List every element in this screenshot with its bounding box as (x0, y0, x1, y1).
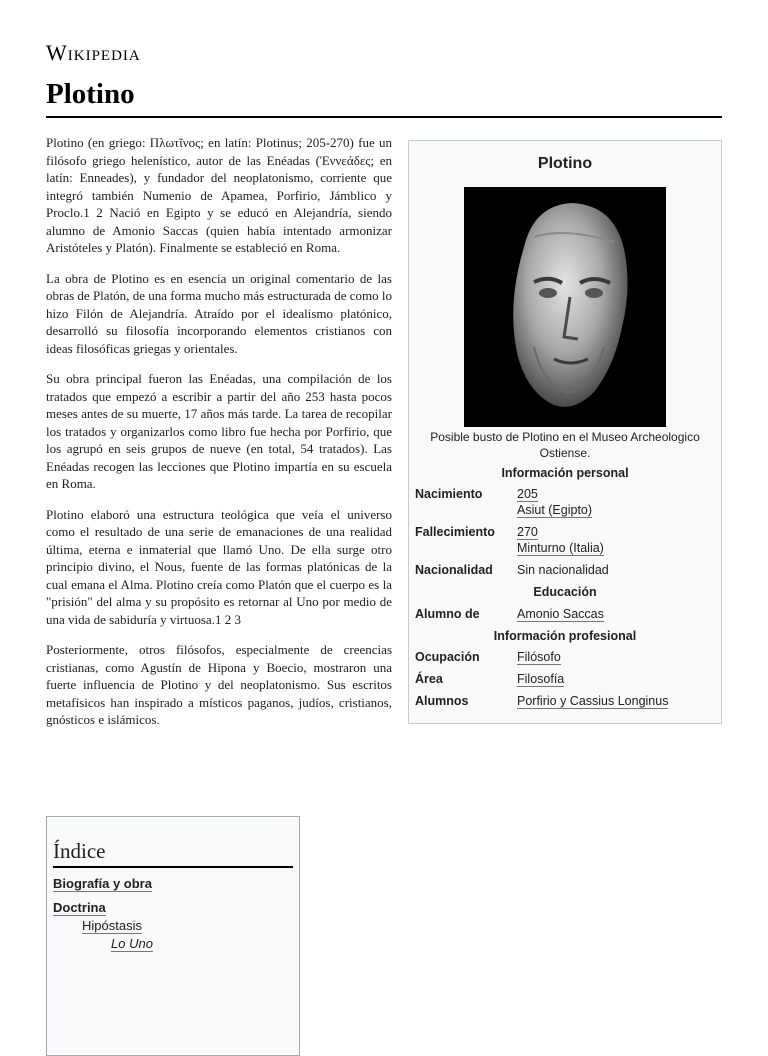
students-label: Alumnos (415, 694, 469, 708)
toc-item-label[interactable]: Doctrina (53, 900, 106, 915)
section-professional-info: Información profesional (493, 628, 637, 643)
article-body (46, 134, 722, 742)
toc-item-biografia[interactable] (53, 876, 293, 892)
section-personal-info: Información personal (501, 465, 629, 480)
portrait-bust-image[interactable] (464, 187, 666, 427)
table-of-contents (46, 816, 300, 1056)
death-place-link[interactable]: Minturno (Italia) (517, 541, 604, 555)
bust-illustration (464, 187, 666, 427)
students-row (415, 693, 715, 709)
amonio-saccas-link[interactable]: Amonio Saccas (517, 606, 604, 621)
students-link[interactable]: Porfirio y Cassius Longinus (517, 694, 669, 708)
area-row (415, 671, 715, 687)
paragraph-intro: Plotino (en griego: Πλωτῖνος; en latín: Plotinus; 205-270) fue un filósofo griego helenístico, autor de las Enéadas (Ἐννεάδες; en latín: Enneades), y fundador del neoplatonismo, corriente que integró también Numenio de Apamea, Porfirio, Jámblico y Proclo.1 2 Nació en Egipto y se educó en Alejandría, siendo alumno de Amonio Saccas (quien había intentado armonizar Aristóteles y Platón). Finalmente se estableció en Roma. (46, 135, 392, 255)
toc-item-lo-uno[interactable] (53, 936, 293, 952)
occupation-link[interactable]: Filósofo (517, 650, 561, 664)
student-of-label: Alumno de (415, 606, 480, 621)
toc-item-hipostasis[interactable] (53, 918, 293, 934)
nationality-row (415, 562, 715, 578)
area-label: Área (415, 672, 443, 686)
paragraph-doctrine: Plotino elaboró una estructura teológica que veía el universo como el resultado de una serie de emanaciones de una realidad última, eterna e inmaterial que llamó Uno. De ella surge otro principio divino, el Nous, fuente de las formas platónicas de la cual emana el Alma. Plotino creía como Platón que el cuerpo es la "prisión" del alma y su propósito es retornar al Uno por medio de una vida de sabiduría y virtuosa.1 2 3 (46, 506, 392, 627)
page-title: Plotino (46, 78, 135, 110)
birth-row (415, 486, 715, 518)
death-label: Fallecimiento (415, 525, 495, 539)
birth-place-link[interactable]: Asiut (Egipto) (517, 503, 593, 517)
student-of-row (415, 606, 715, 622)
paragraph-work: La obra de Plotino es en esencia un original comentario de las obras de Platón, de una forma mucho más estructurada de como lo hizo Filón de Alejandría. Atraído por el idealismo platónico, desarrolló su filosofía incorporando elementos cristianos con ideas filosóficas griegas y orientales. (46, 270, 392, 356)
title-divider (46, 116, 722, 118)
birth-value (517, 486, 715, 518)
paragraph-enneads: Su obra principal fueron las Enéadas, una compilación de los tratados que empezó a escribir a partir del año 253 hasta pocos meses antes de su muerte, 17 años más tarde. La tarea de recopilar los tratados y organizarlos como libro fue hecha por Porfirio, que los agrupó en seis grupos de nueve (en total, 54 tratados). Las Enéadas recogen las lecciones que Plotino impartía en su escuela en Roma. (46, 371, 392, 491)
occupation-row (415, 649, 715, 665)
site-logo[interactable]: Wikipedia (46, 40, 141, 65)
infobox-title: Plotino (537, 155, 593, 172)
toc-item-doctrina[interactable] (53, 900, 293, 916)
nationality-value: Sin nacionalidad (517, 563, 609, 577)
student-of-value (517, 606, 715, 622)
image-caption: Posible busto de Plotino en el Museo Archeologico Ostiense. (430, 429, 700, 460)
birth-year-link[interactable]: 205 (517, 487, 538, 501)
toc-item-label[interactable]: Biografía y obra (53, 876, 152, 891)
nationality-label: Nacionalidad (415, 563, 493, 577)
toc-item-label[interactable]: Hipóstasis (82, 918, 142, 933)
occupation-label: Ocupación (415, 650, 480, 664)
infobox (408, 140, 722, 724)
death-value (517, 524, 715, 556)
birth-label: Nacimiento (415, 487, 483, 501)
death-year-link[interactable]: 270 (517, 525, 538, 539)
area-link[interactable]: Filosofía (517, 672, 565, 686)
toc-item-label[interactable]: Lo Uno (111, 936, 153, 951)
death-row (415, 524, 715, 556)
section-education: Educación (533, 585, 597, 599)
toc-title: Índice (53, 839, 293, 868)
paragraph-influence: Posteriormente, otros filósofos, especialmente de creencias cristianas, como Agustín de Hipona y Boecio, mostraron una fuerte influencia de Plotino y del neoplatonismo. Sus escritos metafísicos han inspirado a místicos paganos, judíos, cristianos, gnósticos e islámicos. (46, 642, 392, 727)
